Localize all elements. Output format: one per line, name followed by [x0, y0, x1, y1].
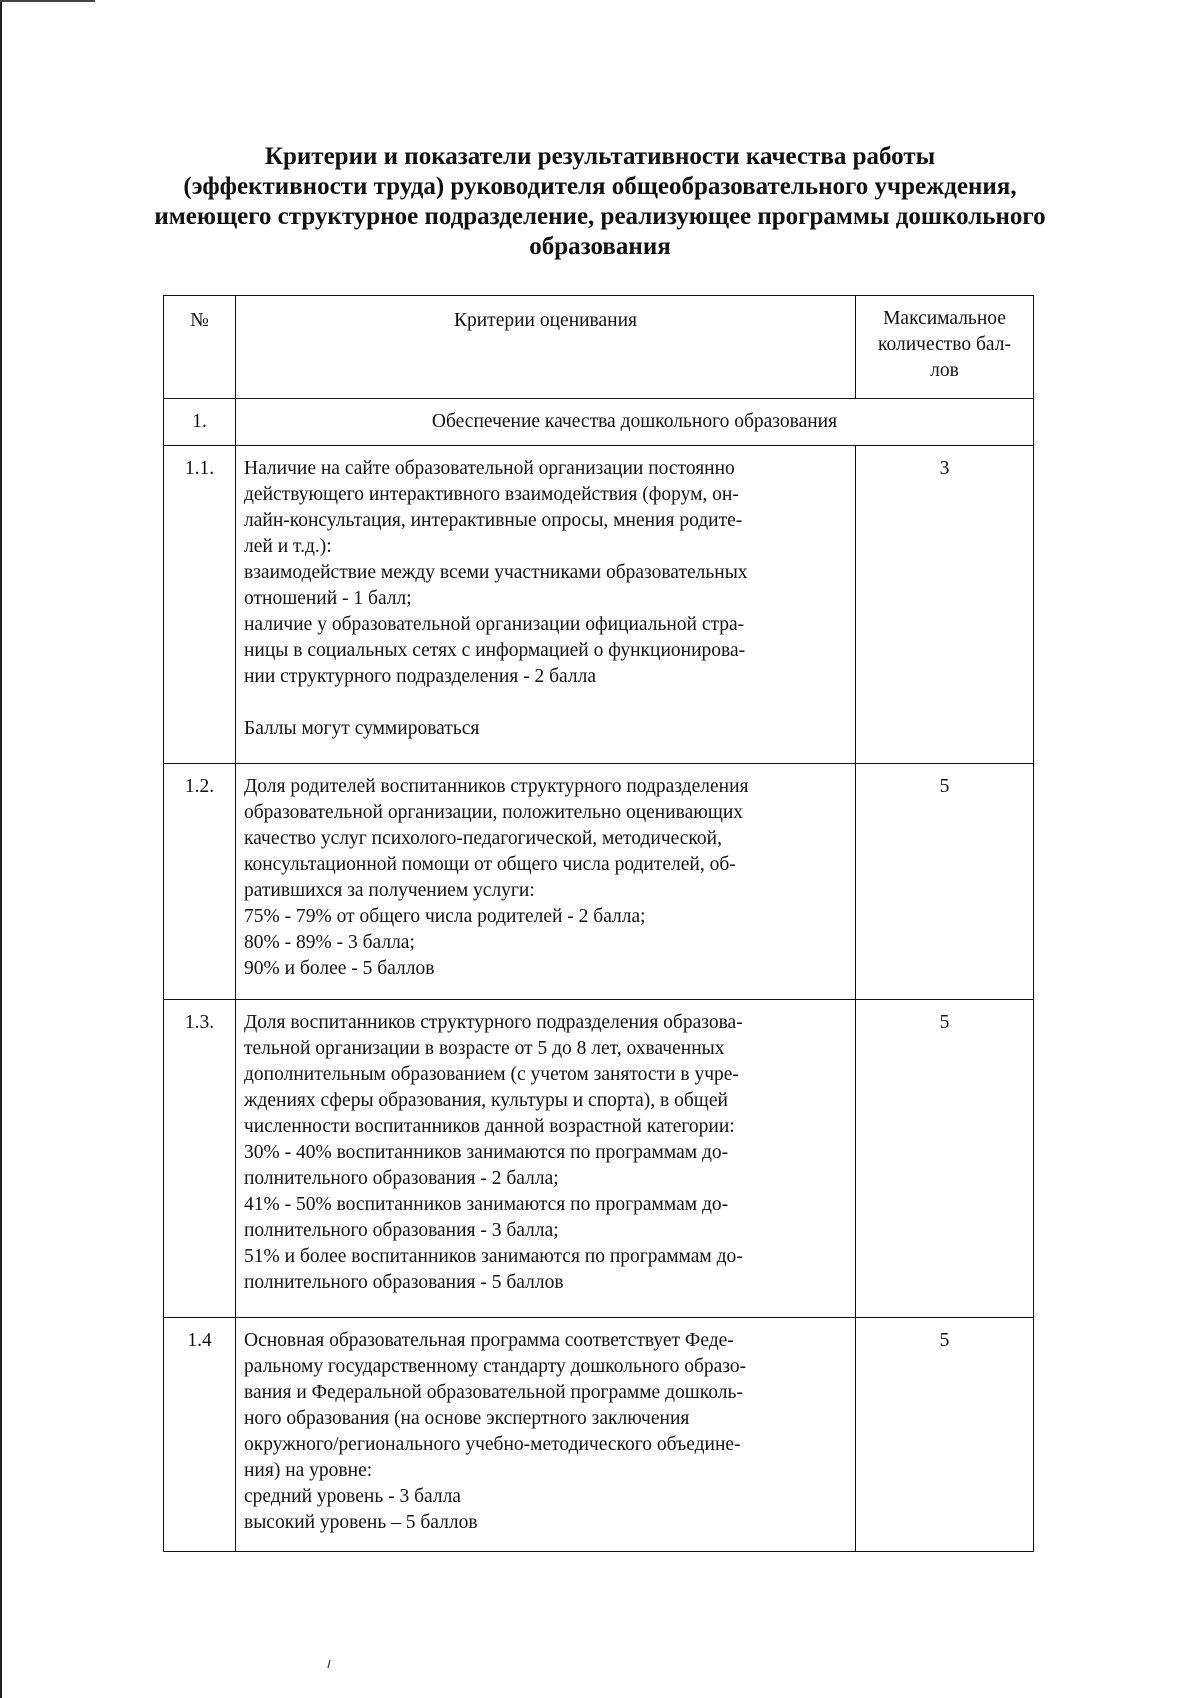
criteria-line: окружного/регионального учебно-методического объедине-	[244, 1434, 741, 1455]
criteria-gap	[244, 690, 849, 716]
criteria-line: Основная образовательная программа соответствует Феде-	[244, 1330, 734, 1351]
title-line: образования	[529, 233, 671, 260]
criteria-line: полнительного образования - 2 балла;	[244, 1168, 559, 1189]
criteria-line: Доля родителей воспитанников структурного подразделения	[244, 776, 749, 797]
header-num: №	[164, 296, 236, 399]
row-num: 1.1.	[164, 446, 236, 764]
document-title	[60, 142, 1140, 262]
criteria-line: ного образования (на основе экспертного заключения	[244, 1408, 690, 1429]
criteria-line: полнительного образования - 5 баллов	[244, 1272, 564, 1293]
section-row	[164, 399, 1034, 446]
scan-left-edge	[0, 0, 2, 1698]
criteria-line: ратившихся за получением услуги:	[244, 880, 535, 901]
scan-top-mark	[0, 0, 95, 2]
table-row	[164, 1318, 1034, 1552]
criteria-line: тельной организации в возрасте от 5 до 8 лет, охваченных	[244, 1038, 725, 1059]
header-max-line: количество бал-	[878, 334, 1011, 355]
criteria-line: консультационной помощи от общего числа родителей, об-	[244, 854, 736, 875]
criteria-line: 75% - 79% от общего числа родителей - 2 балла;	[244, 906, 646, 927]
criteria-line: численности воспитанников данной возрастной категории:	[244, 1116, 735, 1137]
row-criteria	[236, 764, 856, 1000]
header-max-line: лов	[930, 360, 959, 381]
criteria-line: наличие у образовательной организации официальной стра-	[244, 614, 745, 635]
criteria-line: Наличие на сайте образовательной организации постоянно	[244, 458, 735, 479]
criteria-line: отношений - 1 балл;	[244, 588, 412, 609]
criteria-line: высокий уровень – 5 баллов	[244, 1512, 478, 1533]
row-points: 5	[856, 1318, 1034, 1552]
criteria-line: лей и т.д.):	[244, 536, 332, 557]
section-title: Обеспечение качества дошкольного образования	[236, 399, 1034, 446]
criteria-line: средний уровень - 3 балла	[244, 1486, 461, 1507]
row-criteria	[236, 446, 856, 764]
scan-speck	[326, 1660, 332, 1668]
criteria-line: действующего интерактивного взаимодействия (форум, он-	[244, 484, 739, 505]
criteria-line: образовательной организации, положительно оценивающих	[244, 802, 744, 823]
criteria-line: Баллы могут суммироваться	[244, 718, 480, 739]
criteria-line: ральному государственному стандарту дошкольного образо-	[244, 1356, 747, 1377]
criteria-line: 80% - 89% - 3 балла;	[244, 932, 415, 953]
table-header-row	[164, 296, 1034, 399]
criteria-line: взаимодействие между всеми участниками образовательных	[244, 562, 748, 583]
row-points: 3	[856, 446, 1034, 764]
criteria-line: ния) на уровне:	[244, 1460, 373, 1481]
title-line: Критерии и показатели результативности качества работы	[264, 143, 936, 170]
criteria-line: ждениях сферы образования, культуры и спорта), в общей	[244, 1090, 728, 1111]
row-points: 5	[856, 764, 1034, 1000]
criteria-line: 90% и более - 5 баллов	[244, 958, 435, 979]
row-criteria	[236, 1318, 856, 1552]
criteria-line: нии структурного подразделения - 2 балла	[244, 666, 596, 687]
title-line: имеющего структурное подразделение, реализующее программы дошкольного	[154, 203, 1046, 230]
table-row	[164, 764, 1034, 1000]
criteria-line: лайн-консультация, интерактивные опросы, мнения родите-	[244, 510, 743, 531]
criteria-table	[163, 295, 1034, 1552]
criteria-line: 30% - 40% воспитанников занимаются по программам до-	[244, 1142, 729, 1163]
table-row	[164, 1000, 1034, 1318]
table-row	[164, 446, 1034, 764]
row-num: 1.2.	[164, 764, 236, 1000]
criteria-line: качество услуг психолого-педагогической, методической,	[244, 828, 722, 849]
criteria-line: Доля воспитанников структурного подразделения образова-	[244, 1012, 743, 1033]
header-max-points	[856, 296, 1034, 399]
criteria-line: ницы в социальных сетях с информацией о функционирова-	[244, 640, 746, 661]
header-criteria: Критерии оценивания	[236, 296, 856, 399]
title-line: (эффективности труда) руководителя общеобразовательного учреждения,	[183, 173, 1017, 200]
row-num: 1.4	[164, 1318, 236, 1552]
row-num: 1.3.	[164, 1000, 236, 1318]
criteria-line: дополнительным образованием (с учетом занятости в учре-	[244, 1064, 739, 1085]
header-max-line: Максимальное	[883, 308, 1006, 329]
section-num: 1.	[164, 399, 236, 446]
row-points: 5	[856, 1000, 1034, 1318]
criteria-line: вания и Федеральной образовательной программе дошколь-	[244, 1382, 743, 1403]
criteria-line: 41% - 50% воспитанников занимаются по программам до-	[244, 1194, 729, 1215]
row-criteria	[236, 1000, 856, 1318]
criteria-line: 51% и более воспитанников занимаются по программам до-	[244, 1246, 743, 1267]
criteria-line: полнительного образования - 3 балла;	[244, 1220, 559, 1241]
